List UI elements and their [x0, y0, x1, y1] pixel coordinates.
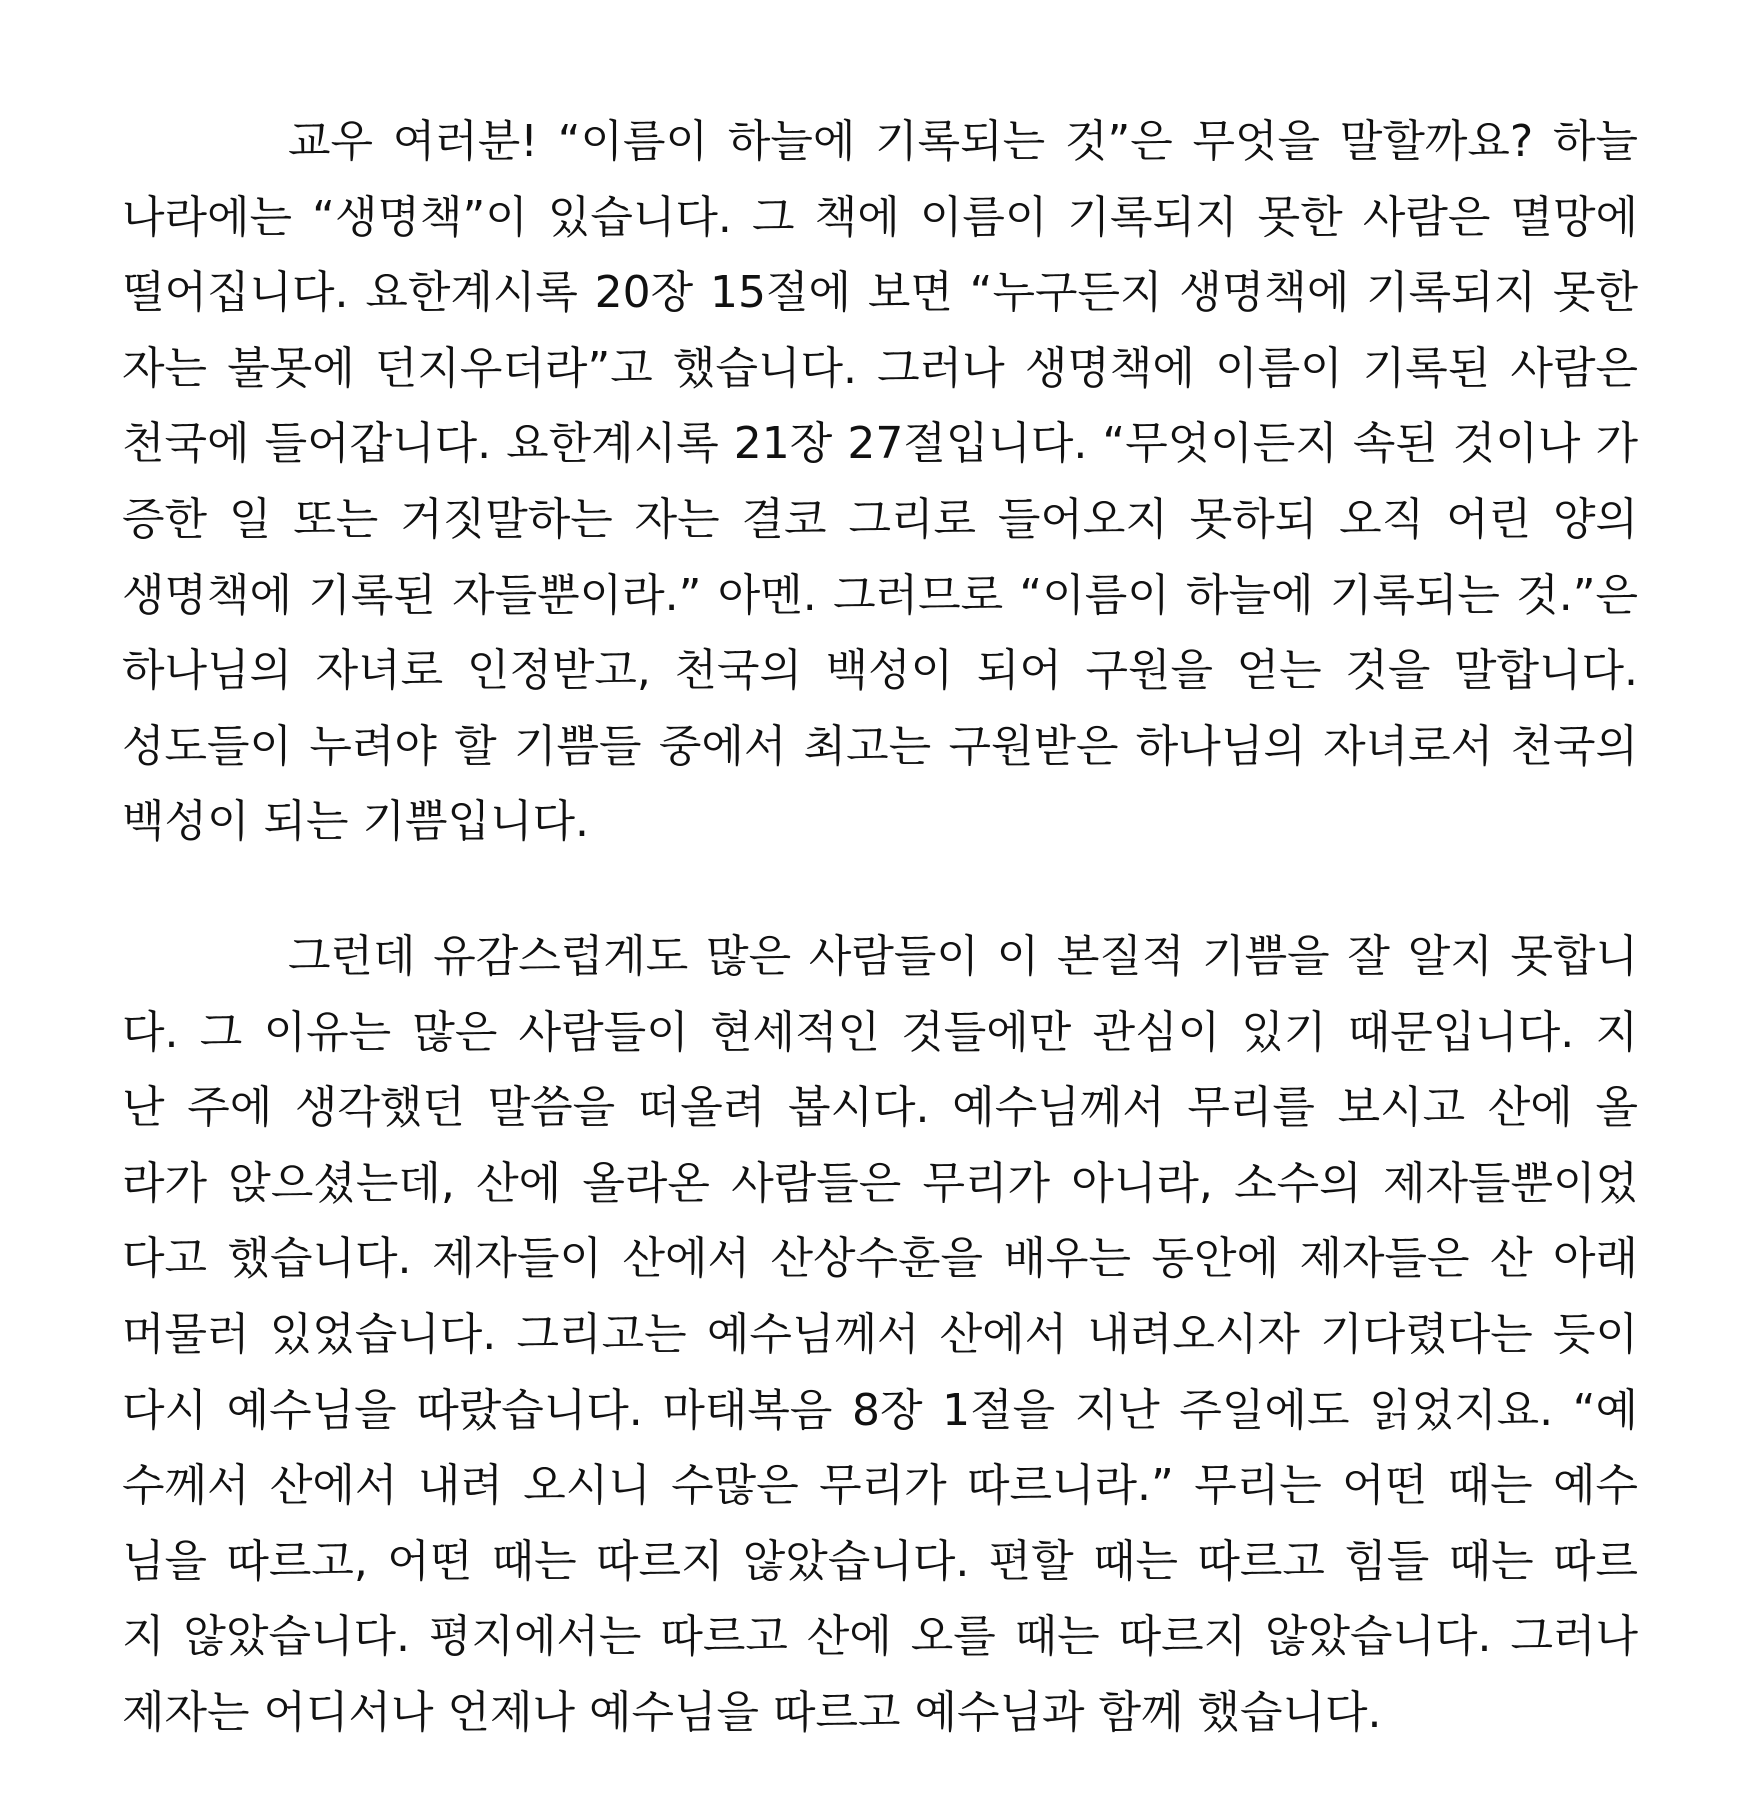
paragraph-2	[122, 924, 1638, 1756]
text-line: 떨어집니다. 요한계시록 20장 15절에 보면 “누구든지 생명책에 기록되지 못한	[122, 267, 1638, 319]
text-line: 천국에 들어갑니다. 요한계시록 21장 27절입니다. “무엇이든지 속된 것이나 가	[122, 418, 1638, 470]
text-line: 하나님의 자녀로 인정받고, 천국의 백성이 되어 구원을 얻는 것을 말합니다.	[122, 645, 1638, 697]
paragraph-1	[122, 109, 1638, 865]
text-line: 증한 일 또는 거짓말하는 자는 결코 그리로 들어오지 못하되 오직 어린 양의	[122, 493, 1638, 545]
text-line: 성도들이 누려야 할 기쁨들 중에서 최고는 구원받은 하나님의 자녀로서 천국의	[122, 720, 1638, 772]
text-line: 그런데 유감스럽게도 많은 사람들이 이 본질적 기쁨을 잘 알지 못합니	[288, 931, 1638, 982]
text-line: 님을 따르고, 어떤 때는 따르지 않았습니다. 편할 때는 따르고 힘들 때는 따르	[122, 1535, 1638, 1587]
text-line: 라가 앉으셨는데, 산에 올라온 사람들은 무리가 아니라, 소수의 제자들뿐이었	[122, 1157, 1638, 1209]
text-line: 지 않았습니다. 평지에서는 따르고 산에 오를 때는 따르지 않았습니다. 그러나	[122, 1611, 1638, 1663]
text-line: 난 주에 생각했던 말씀을 떠올려 봅시다. 예수님께서 무리를 보시고 산에 올	[122, 1082, 1638, 1134]
text-line: 수께서 산에서 내려 오시니 수많은 무리가 따르니라.” 무리는 어떤 때는 예수	[122, 1460, 1638, 1512]
text-line: 다시 예수님을 따랐습니다. 마태복음 8장 1절을 지난 주일에도 읽었지요. “예	[122, 1384, 1638, 1436]
text-line: 제자는 어디서나 언제나 예수님을 따르고 예수님과 함께 했습니다.	[122, 1686, 1382, 1738]
text-line: 생명책에 기록된 자들뿐이라.” 아멘. 그러므로 “이름이 하늘에 기록되는 것.”은	[122, 569, 1638, 621]
text-line: 다. 그 이유는 많은 사람들이 현세적인 것들에만 관심이 있기 때문입니다. 지	[122, 1006, 1638, 1058]
text-line: 나라에는 “생명책”이 있습니다. 그 책에 이름이 기록되지 못한 사람은 멸망에	[122, 191, 1638, 243]
text-line: 다고 했습니다. 제자들이 산에서 산상수훈을 배우는 동안에 제자들은 산 아래	[122, 1233, 1638, 1285]
text-line: 교우 여러분! “이름이 하늘에 기록되는 것”은 무엇을 말할까요? 하늘	[288, 116, 1638, 167]
text-line: 머물러 있었습니다. 그리고는 예수님께서 산에서 내려오시자 기다렸다는 듯이	[122, 1308, 1638, 1360]
text-line: 백성이 되는 기쁨입니다.	[122, 796, 589, 848]
text-line: 자는 불못에 던지우더라”고 했습니다. 그러나 생명책에 이름이 기록된 사람은	[122, 342, 1638, 394]
